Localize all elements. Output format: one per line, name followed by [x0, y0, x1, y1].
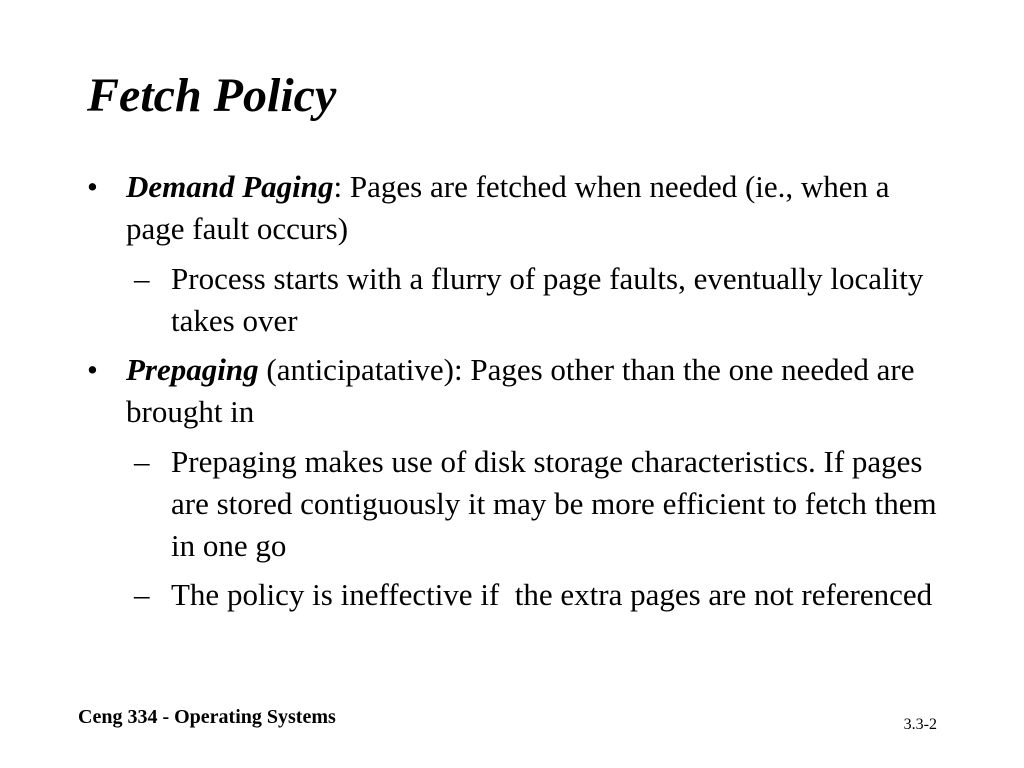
footer-course-name: Ceng 334 - Operating Systems — [78, 706, 336, 728]
subbullet-ineffective — [134, 574, 951, 616]
dash-marker: – — [134, 577, 150, 612]
dash-marker: – — [134, 261, 150, 296]
dash-marker: – — [134, 444, 150, 479]
bullet-term: Demand Paging — [126, 169, 334, 204]
bullet-text: : Pages are fetched when needed (ie., when a page fault occurs) — [126, 169, 890, 246]
slide-title: Fetch Policy — [87, 69, 337, 122]
slide-content — [0, 166, 1024, 623]
subbullet-text: Prepaging makes use of disk storage characteristics. If pages are stored contiguously it may be more efficient to fetch them in one go — [171, 444, 937, 563]
bullet-prepaging — [87, 349, 926, 433]
bullet-text: (anticipatative): Pages other than the one needed are brought in — [126, 352, 923, 429]
bullet-demand-paging — [87, 166, 926, 250]
subbullet-text: Process starts with a flurry of page faults, eventually locality takes over — [171, 261, 924, 338]
bullet-marker: • — [87, 169, 98, 204]
footer-page-number: 3.3-2 — [903, 716, 937, 733]
subbullet-page-faults — [134, 258, 951, 342]
bullet-marker: • — [87, 352, 98, 387]
subbullet-disk-storage — [134, 441, 951, 567]
subbullet-text: The policy is ineffective if the extra pages are not referenced — [171, 577, 933, 612]
bullet-term: Prepaging — [126, 352, 259, 387]
